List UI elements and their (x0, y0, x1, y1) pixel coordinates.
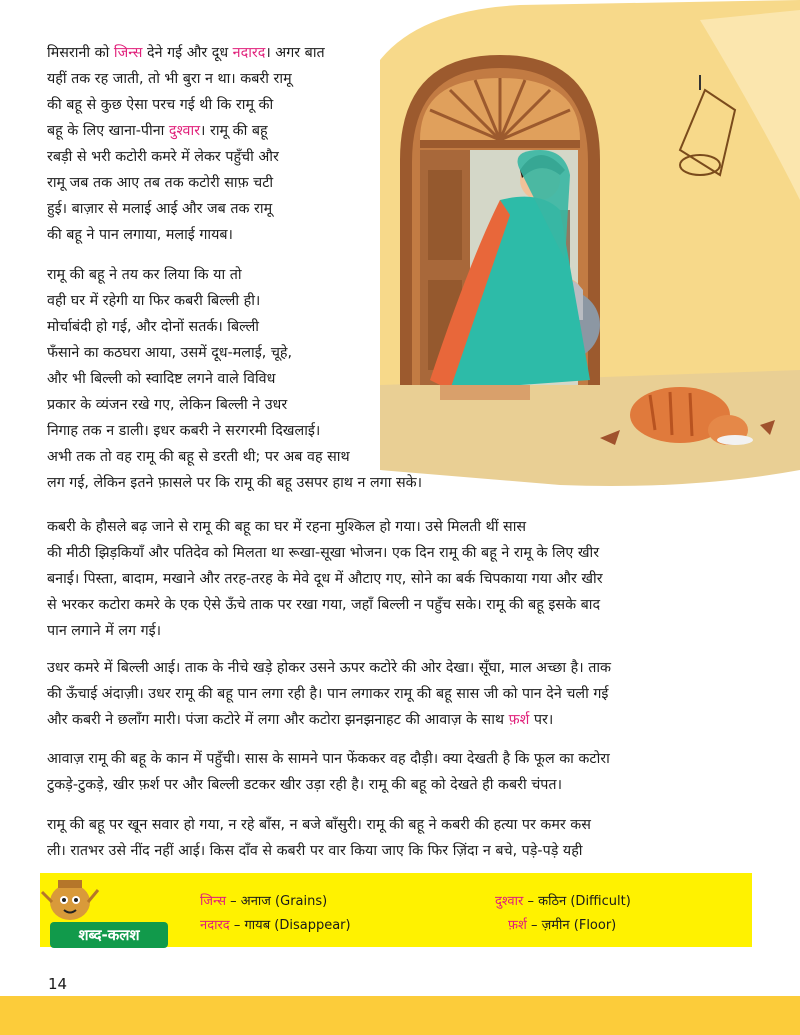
footer-band (0, 996, 800, 1035)
p1-line-8: की बहू ने पान लगाया, मलाई गायब। (47, 227, 233, 243)
paragraph-6 (47, 812, 767, 864)
p4-line-3: और कबरी ने छलाँग मारी। पंजा कटोरे में लगा और कटोरा झनझनाहट की आवाज़ के साथ फ़र्श पर। (47, 712, 554, 728)
p2-line-2: वही घर में रहेगी या फिर कबरी बिल्ली ही। (47, 293, 261, 309)
paragraph-1 (47, 40, 407, 248)
word-jins: जिन्स (113, 45, 143, 61)
p1-line-1: मिसरानी को जिन्स देने गई और दूध नदारद। अगर बात (47, 45, 325, 61)
p2-line-6: प्रकार के व्यंजन रखे गए, लेकिन बिल्ली ने उधर (47, 397, 288, 413)
word-dushwar: दुश्वार (168, 123, 201, 139)
p2-line-4: फँसाने का कठघरा आया, उसमें दूध-मलाई, चूहे, (47, 345, 293, 361)
page-number: 14 (48, 975, 68, 993)
p3-line-2: की मीठी झिड़कियाँ और पतिदेव को मिलता था रूखा-सूखा भोजन। एक दिन रामू की बहू ने रामू के लिए खीर (47, 545, 600, 561)
vocab-item-2: नदारद – गायब (Disappear) (200, 918, 351, 933)
p3-line-1: कबरी के हौसले बढ़ जाने से रामू की बहू का घर में रहना मुश्किल हो गया। उसे मिलती थीं सास (47, 519, 527, 535)
p5-line-1: आवाज़ रामू की बहू के कान में पहुँची। सास के सामने पान फेंककर वह दौड़ी। क्या देखती है कि फूल का कटोरा (47, 751, 610, 767)
p3-line-5: पान लगाने में लग गई। (47, 623, 162, 639)
p6-line-2: ली। रातभर उसे नींद नहीं आई। किस दाँव से कबरी पर वार किया जाए कि फिर ज़िंदा न बचे, पड़े-पड़े यही (47, 843, 583, 859)
p4-line-1: उधर कमरे में बिल्ली आई। ताक के नीचे खड़े होकर उसने ऊपर कटोरे की ओर देखा। सूँघा, माल अच्छा है। ताक (47, 660, 612, 676)
p3-line-3: बनाई। पिस्ता, बादाम, मखाने और तरह-तरह के मेवे दूध में औटाए गए, सोने का बर्क चिपकाया गया और खीर (47, 571, 603, 587)
p2-line-1: रामू की बहू ने तय कर लिया कि या तो (47, 267, 242, 283)
p5-line-2: टुकड़े-टुकड़े, खीर फ़र्श पर और बिल्ली डटकर खीर उड़ा रही है। रामू की बहू को देखते ही कबरी चंपत। (47, 777, 562, 793)
vocab-item-4: फ़र्श – ज़मीन (Floor) (508, 918, 617, 933)
paragraph-2 (47, 262, 527, 496)
vocab-item-3: दुश्वार – कठिन (Difficult) (495, 894, 631, 909)
p1-line-5: रबड़ी से भरी कटोरी कमरे में लेकर पहुँची और (47, 149, 279, 165)
p2-line-7: निगाह तक न डाली। इधर कबरी ने सरगरमी दिखलाई। (47, 423, 321, 439)
p6-line-1: रामू की बहू पर खून सवार हो गया, न रहे बाँस, न बजे बाँसुरी। रामू की बहू ने कबरी की हत्या पर कमर कस (47, 817, 591, 833)
p3-line-4: से भरकर कटोरा कमरे के एक ऐसे ऊँचे ताक पर रखा गया, जहाँ बिल्ली न पहुँच सके। रामू की बहू इसके बाद (47, 597, 601, 613)
p2-line-9: लग गई, लेकिन इतने फ़ासले पर कि रामू की बहू उसपर हाथ न लगा सके। (47, 475, 423, 491)
p2-line-3: मोर्चाबंदी हो गई, और दोनों सतर्क। बिल्ली (47, 319, 259, 335)
p1-line-7: हुई। बाज़ार से मलाई आई और जब तक रामू (47, 201, 273, 217)
paragraph-3 (47, 514, 767, 644)
word-nadarad: नदारद (232, 45, 266, 61)
vocab-badge: शब्द-कलश (50, 922, 168, 948)
p1-line-2: यहीं तक रह जाती, तो भी बुरा न था। कबरी रामू (47, 71, 292, 87)
p1-line-6: रामू जब तक आए तब तक कटोरी साफ़ चटी (47, 175, 274, 191)
p4-line-2: की ऊँचाई अंदाज़ी। उधर रामू की बहू पान लगा रही है। पान लगाकर रामू की बहू सास जी को पान देने चली गई (47, 686, 609, 702)
vocab-item-1: जिन्स – अनाज (Grains) (200, 894, 328, 909)
paragraph-4 (47, 655, 767, 733)
p2-line-5: और भी बिल्ली को स्वादिष्ट लगने वाले विविध (47, 371, 276, 387)
p2-line-8: अभी तक तो वह रामू की बहू से डरती थी; पर अब वह साथ (47, 449, 350, 465)
paragraph-5 (47, 746, 767, 798)
p1-line-4: बहू के लिए खाना-पीना दुश्वार। रामू की बहू (47, 123, 268, 139)
p1-line-3: की बहू से कुछ ऐसा परच गई थी कि रामू की (47, 97, 274, 113)
word-farsh: फ़र्श (508, 712, 530, 728)
